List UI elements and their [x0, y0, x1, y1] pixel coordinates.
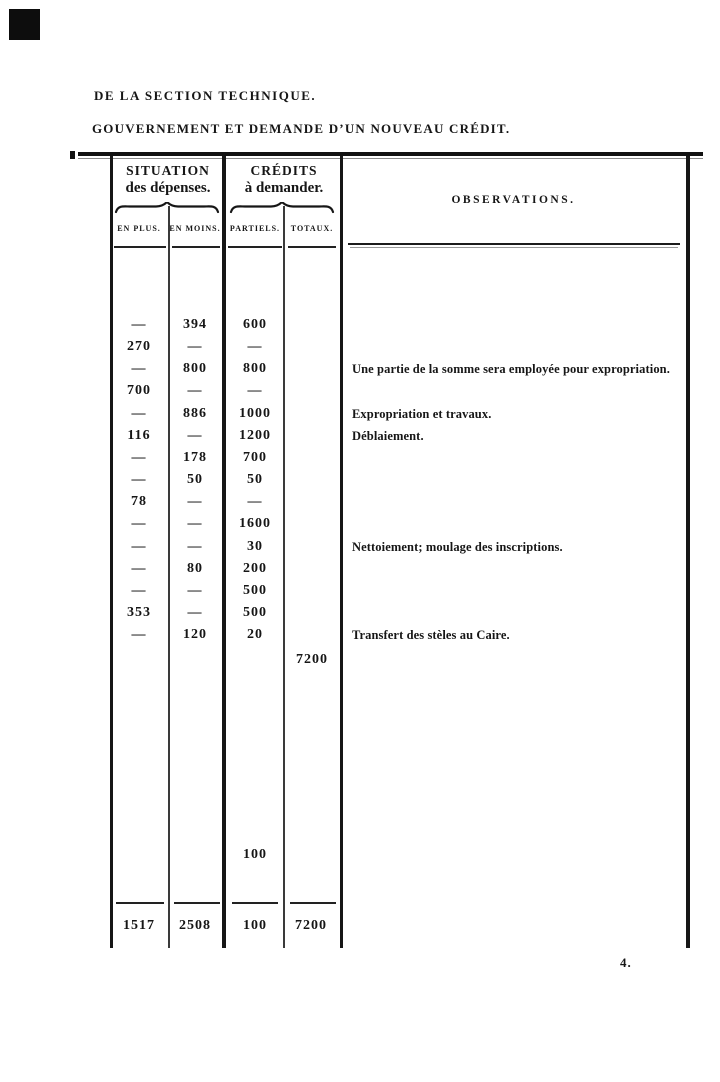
page-title: DE LA SECTION TECHNIQUE.: [94, 88, 317, 103]
table-row: [110, 471, 690, 489]
table-row: [110, 360, 690, 378]
column-header-totaux: TOTAUX.: [290, 224, 334, 233]
subheader-rule: [228, 246, 282, 248]
observation-text: [352, 604, 688, 622]
table-row: [110, 582, 690, 600]
table-row: [110, 382, 690, 400]
cell-partiels: —: [247, 339, 263, 355]
cell-totaux: [284, 493, 338, 511]
total-partiels: 100: [243, 918, 267, 933]
cell-en-moins: 800: [183, 361, 207, 377]
page-subtitle: GOUVERNEMENT ET DEMANDE D’UN NOUVEAU CRÉDIT.: [92, 121, 511, 136]
table-row: [110, 560, 690, 578]
observation-text: Expropriation et travaux.: [352, 406, 492, 421]
table-left-tick: [70, 151, 75, 159]
cell-totaux: [284, 382, 338, 400]
cell-en-moins: —: [187, 516, 203, 532]
subheader-rule: [172, 246, 220, 248]
observations-header: OBSERVATIONS.: [451, 194, 576, 206]
cell-totaux: [284, 582, 338, 600]
cell-en-moins: 50: [187, 472, 203, 488]
table-top-rule: [78, 152, 703, 156]
table-row: [110, 338, 690, 356]
table-row: [110, 493, 690, 511]
group-header-credits-sub: à demander.: [244, 180, 324, 196]
observation-text: [352, 471, 688, 489]
cell-totaux: [284, 360, 338, 378]
column-header-en-moins: EN MOINS.: [169, 224, 221, 233]
cell-partiels: 30: [247, 538, 263, 554]
cell-partiels: 1000: [239, 405, 271, 421]
page-number: 4.: [620, 955, 632, 970]
observation-text: Déblaiement.: [352, 428, 424, 443]
cell-totaux: [284, 626, 338, 644]
cell-en-plus: —: [131, 472, 147, 488]
cell-en-moins: 120: [183, 627, 207, 643]
observation-text: [352, 449, 688, 467]
cell-partiels: —: [247, 383, 263, 399]
observation-text: Nettoiement; moulage des inscriptions.: [352, 539, 563, 554]
cell-totaux: [284, 316, 338, 334]
observation-text: [352, 316, 688, 334]
scan-corner-mark: [9, 9, 40, 40]
cell-en-plus: —: [131, 317, 147, 332]
cell-en-moins: 178: [183, 449, 207, 465]
cell-en-plus: —: [131, 560, 147, 576]
column-header-partiels: PARTIELS.: [229, 224, 281, 233]
table-row: [110, 515, 690, 533]
cell-totaux: [284, 538, 338, 556]
table-row: [110, 405, 690, 423]
totals-rule: [232, 902, 278, 904]
cell-totaux: [284, 604, 338, 622]
observation-text: [352, 515, 688, 533]
cell-totaux: [284, 515, 338, 533]
table-row: [110, 449, 690, 467]
totals-rule: [116, 902, 164, 904]
observation-text: [352, 560, 688, 578]
total-en-plus: 1517: [123, 918, 155, 933]
observation-text: Une partie de la somme sera employée pour expropriation.: [352, 362, 670, 377]
observations-header-rule: [348, 243, 680, 245]
group-header-situation-sub: des dépenses.: [125, 180, 211, 196]
cell-totaux: [284, 471, 338, 489]
cell-partiels: 20: [247, 627, 263, 643]
cell-en-moins: —: [187, 582, 203, 598]
cell-en-plus: —: [131, 627, 147, 643]
observation-text: [352, 338, 688, 356]
table-row: [110, 626, 690, 644]
cell-totaux: [284, 560, 338, 578]
observations-header-rule-thin: [350, 247, 678, 248]
subheader-rule: [114, 246, 166, 248]
cell-totaux: [284, 427, 338, 445]
cell-en-plus: —: [131, 449, 147, 465]
cell-en-plus: —: [131, 582, 147, 598]
table-top-rule-thin: [78, 158, 703, 159]
cell-partiels: —: [247, 494, 263, 510]
cell-en-moins: —: [187, 604, 203, 620]
totals-row: [110, 917, 690, 935]
column-header-en-plus: EN PLUS.: [117, 224, 161, 233]
cell-totaux: [284, 338, 338, 356]
cell-en-moins: —: [187, 538, 203, 554]
cell-en-plus: 700: [127, 383, 151, 399]
subheader-rule: [288, 246, 336, 248]
cell-en-plus: 116: [127, 427, 151, 443]
total-en-moins: 2508: [179, 918, 211, 933]
cell-en-moins: 394: [183, 317, 207, 332]
cell-en-moins: —: [187, 427, 203, 443]
cell-en-plus: 270: [127, 339, 151, 355]
table-row: [110, 604, 690, 622]
cell-en-plus: —: [131, 361, 147, 377]
group-header-credits: CRÉDITS: [250, 163, 318, 178]
cell-en-plus: 78: [131, 494, 147, 510]
total-totaux: 7200: [295, 918, 327, 933]
observation-text: [352, 582, 688, 600]
carry-partiels: 100: [243, 847, 267, 862]
cell-partiels: 700: [243, 449, 267, 465]
table-row: [110, 427, 690, 445]
brace-situation: [114, 202, 220, 214]
cell-partiels: 50: [247, 472, 263, 488]
cell-totaux: [284, 405, 338, 423]
cell-partiels: 1600: [239, 516, 271, 532]
group-header-situation: SITUATION: [126, 163, 210, 178]
cell-partiels: 600: [243, 317, 267, 332]
cell-en-moins: —: [187, 494, 203, 510]
totals-rule: [174, 902, 220, 904]
cell-en-plus: —: [131, 538, 147, 554]
cell-partiels: 500: [243, 604, 267, 620]
cell-partiels: 1200: [239, 427, 271, 443]
totals-rule: [290, 902, 336, 904]
cell-en-plus: —: [131, 405, 147, 421]
cell-partiels: 200: [243, 560, 267, 576]
cell-totaux: [284, 449, 338, 467]
cell-en-moins: 80: [187, 560, 203, 576]
cell-partiels: 800: [243, 361, 267, 377]
table-row: [110, 538, 690, 556]
cell-en-moins: 886: [183, 405, 207, 421]
table-row: [110, 316, 690, 334]
observation-text: Transfert des stèles au Caire.: [352, 628, 510, 643]
brace-credits: [229, 202, 335, 214]
observation-text: [352, 382, 688, 400]
observation-text: [352, 493, 688, 511]
cell-partiels: 500: [243, 582, 267, 598]
grand-total-totaux: 7200: [296, 652, 328, 667]
cell-en-moins: —: [187, 339, 203, 355]
cell-en-plus: —: [131, 516, 147, 532]
cell-en-plus: 353: [127, 604, 151, 620]
cell-en-moins: —: [187, 383, 203, 399]
